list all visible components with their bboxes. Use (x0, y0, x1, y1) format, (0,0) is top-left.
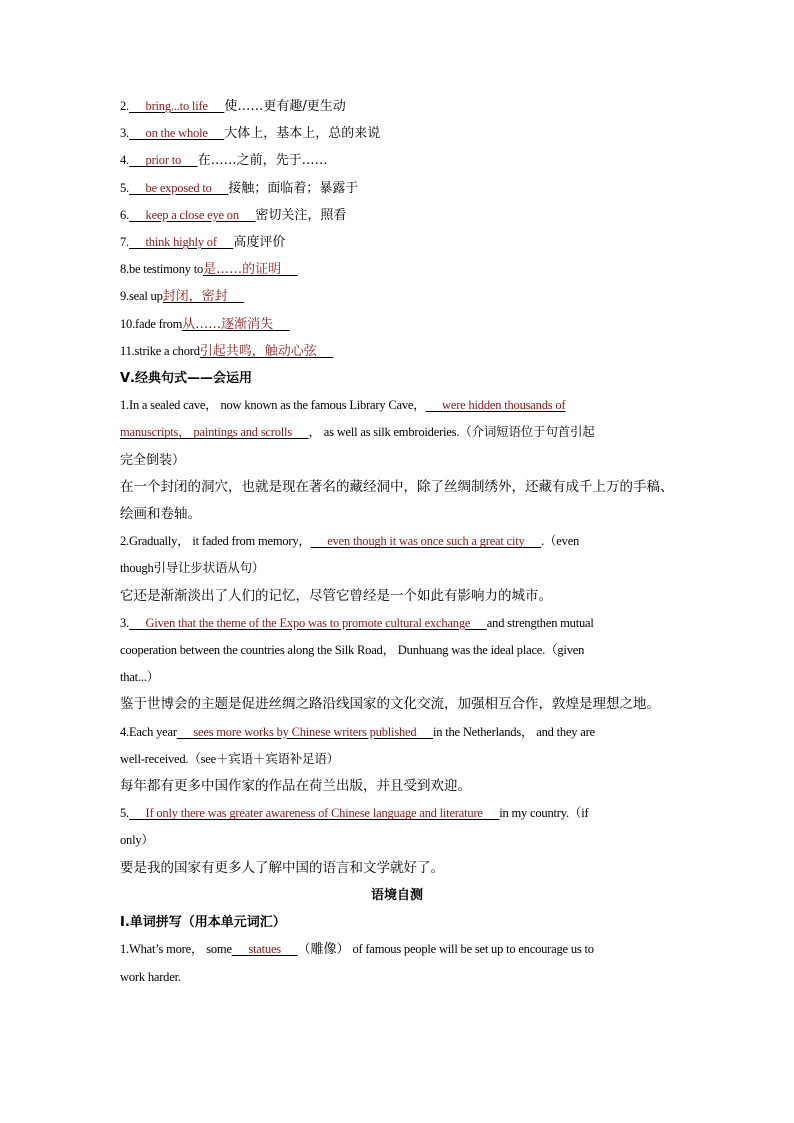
sentence-translation: 每年都有更多中国作家的作品在荷兰出版，并且受到欢迎。 (120, 778, 471, 795)
section-heading-center: 语境自测 (370, 887, 423, 903)
answer-blank: 从……逐渐消失 (182, 316, 274, 332)
answer-blank: 是……的证明 (203, 262, 282, 278)
answer-blank: be exposed to (145, 180, 212, 195)
sentence-translation: 要是我的国家有更多人了解中国的语言和文学就好了。 (120, 859, 444, 876)
spelling-item-cont: work harder. (120, 969, 181, 984)
answer-blank: sees more works by Chinese writers published (193, 724, 417, 739)
sentence-item: 3. Given that the theme of the Expo was to promote cultural exchange and strengthen mutual (120, 615, 594, 630)
answer-blank: manuscripts， paintings and scrolls (120, 425, 292, 440)
answer-blank: 封闭，密封 (162, 289, 228, 305)
phrase-item: 7. think highly of 高度评价 (120, 235, 286, 251)
sentence-note: 完全倒装） (120, 452, 186, 468)
phrase-item: 2. bring...to life 使……更有趣/更生动 (120, 99, 346, 114)
answer-blank: bring...to life (145, 99, 208, 113)
phrase-item: 11.strike a chord引起共鸣，触动心弦 (120, 343, 317, 359)
sentence-translation: 它还是渐渐淡出了人们的记忆，尽管它曾经是一个如此有影响力的城市。 (120, 587, 552, 604)
section-heading: Ⅴ.经典句式——会运用 (120, 371, 252, 387)
answer-blank: keep a close eye on (145, 207, 239, 222)
phrase-item: 8.be testimony to是……的证明 (120, 262, 282, 278)
answer-blank: even though it was once such a great city (327, 534, 525, 549)
answer-blank: Given that the theme of the Expo was to promote cultural exchange (145, 615, 471, 630)
spelling-item: 1.What’s more， some statues （雕像） of famous people will be set up to encourage us to (120, 942, 594, 958)
sentence-note: well-received.（see＋宾语＋宾语补足语） (120, 751, 339, 766)
sentence-translation: 在一个封闭的洞穴，也就是现在著名的藏经洞中，除了丝绸制绣外，还藏有成千上万的手稿、绘画和卷轴。 (120, 478, 674, 523)
answer-blank: prior to (145, 153, 182, 168)
answer-blank: were hidden thousands of (442, 398, 566, 413)
phrase-item: 9.seal up封闭，密封 (120, 289, 228, 305)
sentence-item: 1.In a sealed cave， now known as the famous Library Cave， were hidden thousands of (120, 398, 566, 413)
answer-blank: 引起共鸣，触动心弦 (199, 343, 317, 359)
phrase-item: 5. be exposed to 接触；面临着；暴露于 (120, 180, 359, 196)
answer-blank: on the whole (145, 126, 208, 141)
sentence-note: that...） (120, 670, 160, 685)
phrase-item: 3. on the whole 大体上，基本上，总的来说 (120, 126, 381, 142)
sentence-translation: 鉴于世博会的主题是促进丝绸之路沿线国家的文化交流，加强相互合作，敦煌是理想之地。 (120, 696, 660, 713)
sentence-item: 5. If only there was greater awareness of Chinese language and literature in my country.（if (120, 806, 589, 821)
phrase-item: 10.fade from从……逐渐消失 (120, 316, 274, 332)
sentence-note: though引导让步状语从句） (120, 561, 265, 576)
sub-section-heading: Ⅰ.单词拼写（用本单元词汇） (120, 915, 286, 931)
sentence-item: 4.Each year sees more works by Chinese writers published in the Netherlands， and they are (120, 724, 595, 739)
phrase-item: 6. keep a close eye on 密切关注，照看 (120, 207, 347, 223)
answer-blank: think highly of (145, 235, 217, 250)
sentence-note: only） (120, 833, 154, 848)
answer-blank: statues (248, 942, 281, 957)
answer-blank: If only there was greater awareness of Chinese language and literature (145, 806, 483, 821)
sentence-item-cont: manuscripts， paintings and scrolls ， as well as silk embroideries.（介词短语位于句首引起 (120, 425, 595, 440)
phrase-item: 4. prior to 在……之前，先于…… (120, 153, 328, 169)
worksheet-page (120, 93, 680, 991)
sentence-item: 2.Gradually， it faded from memory， even though it was once such a great city .（even (120, 534, 580, 549)
sentence-item-cont: cooperation between the countries along the Silk Road， Dunhuang was the ideal place.（given (120, 643, 585, 658)
